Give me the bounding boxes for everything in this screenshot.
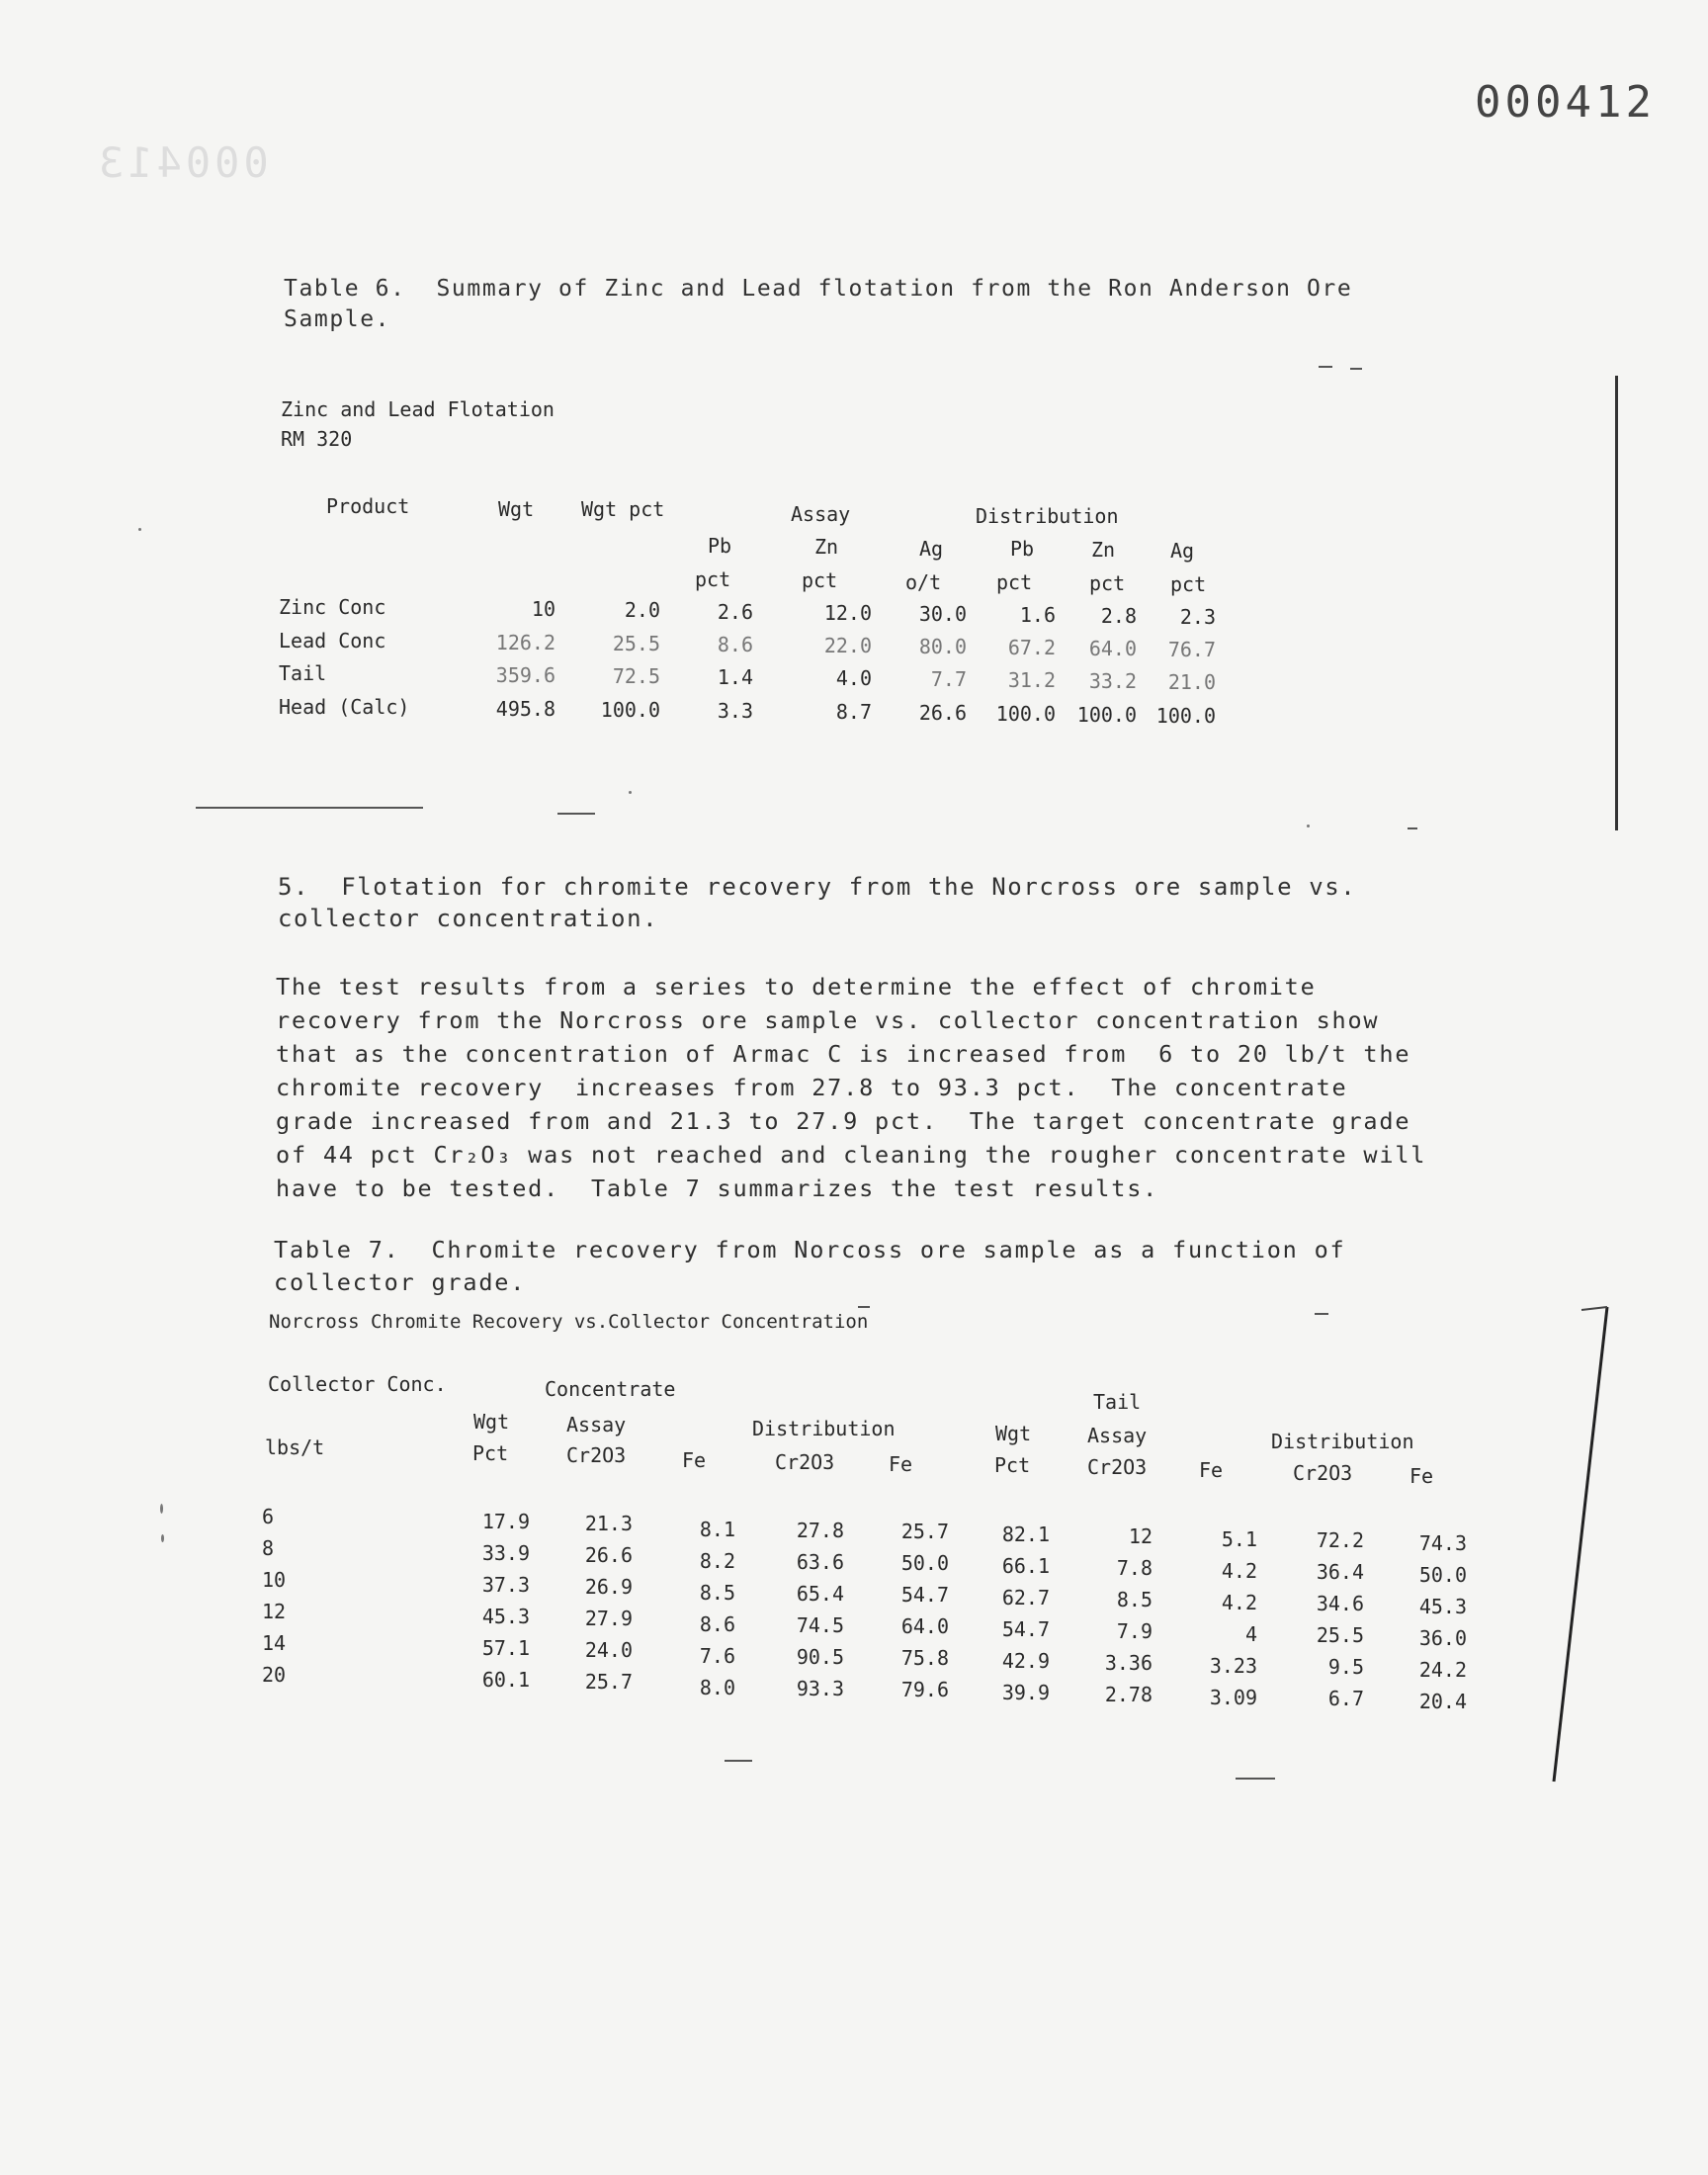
paragraph-line: that as the concentration of Armac C is increased from 6 to 20 lb/t the bbox=[276, 1040, 1411, 1068]
t7-header-tail-dist-fe: Fe bbox=[1409, 1464, 1434, 1488]
t7-header-tail-dist-cr2o3: Cr2O3 bbox=[1293, 1461, 1353, 1485]
table7-caption-line1: Table 7. Chromite recovery from Norcoss ore sample as a function of bbox=[274, 1236, 1346, 1263]
t6-cell-dist-zn: 2.8 bbox=[1100, 604, 1137, 628]
t7-header-tail-assay: Assay bbox=[1087, 1424, 1148, 1447]
t6-cell-wgt-pct: 2.0 bbox=[624, 598, 660, 622]
t7-header-tail-cr2o3: Cr2O3 bbox=[1087, 1455, 1148, 1479]
t6-cell-pb: 3.3 bbox=[717, 699, 753, 723]
t7-header-conc-wgt: Wgt bbox=[473, 1410, 510, 1434]
mark bbox=[1236, 1778, 1275, 1780]
t6-cell-wgt-pct: 72.5 bbox=[612, 664, 660, 688]
table7-subtitle: Norcross Chromite Recovery vs.Collector Concentration bbox=[269, 1311, 869, 1333]
t7-cell-c-cr: 25.7 bbox=[584, 1670, 633, 1694]
t7-cell-conc: 20 bbox=[262, 1663, 287, 1687]
mark bbox=[1350, 368, 1362, 370]
t7-cell-t-cr: 3.36 bbox=[1104, 1651, 1153, 1675]
t7-header-tail-fe: Fe bbox=[1199, 1458, 1224, 1482]
speck bbox=[629, 791, 632, 794]
t7-cell-conc: 6 bbox=[262, 1505, 275, 1528]
t7-cell-c-cr: 26.9 bbox=[584, 1575, 633, 1599]
t7-cell-td-cr: 36.4 bbox=[1316, 1560, 1364, 1584]
t6-header-pct: pct bbox=[695, 567, 731, 591]
t6-cell-dist-ag: 2.3 bbox=[1179, 605, 1216, 629]
t7-cell-td-fe: 74.3 bbox=[1418, 1531, 1467, 1555]
t6-header-pct: pct bbox=[802, 568, 838, 592]
t7-cell-c-wgt: 33.9 bbox=[481, 1541, 530, 1565]
t7-header-conc-dist-cr2o3: Cr2O3 bbox=[775, 1450, 835, 1474]
t6-header-dist-ag: Ag bbox=[1170, 539, 1195, 563]
t7-cell-conc: 8 bbox=[262, 1536, 275, 1560]
t6-cell-dist-zn: 64.0 bbox=[1088, 637, 1137, 660]
t7-cell-td-fe: 24.2 bbox=[1418, 1658, 1467, 1682]
t6-cell-ag: 26.6 bbox=[918, 701, 967, 725]
paragraph-line: recovery from the Norcross ore sample vs. collector concentration show bbox=[276, 1006, 1380, 1034]
separator-line bbox=[196, 807, 423, 809]
t7-cell-conc: 14 bbox=[262, 1631, 287, 1655]
t7-cell-td-fe: 50.0 bbox=[1418, 1563, 1467, 1587]
t7-header-concentrate: Concentrate bbox=[545, 1377, 676, 1401]
mark bbox=[1319, 366, 1332, 368]
t6-cell-wgt-pct: 25.5 bbox=[612, 632, 660, 655]
t7-cell-cd-fe: 64.0 bbox=[900, 1614, 949, 1638]
t6-cell-dist-pb: 31.2 bbox=[1007, 668, 1056, 692]
t6-cell-wgt-pct: 100.0 bbox=[600, 698, 660, 722]
paragraph-line: grade increased from and 21.3 to 27.9 pct. The target concentrate grade bbox=[276, 1107, 1411, 1135]
t6-header-assay: Assay bbox=[791, 502, 851, 526]
speck bbox=[161, 1534, 164, 1542]
t6-cell-zn: 4.0 bbox=[835, 666, 872, 690]
speck bbox=[1307, 825, 1310, 827]
t6-cell-dist-zn: 100.0 bbox=[1076, 703, 1137, 727]
margin-bar bbox=[1615, 376, 1618, 830]
t7-cell-cd-cr: 93.3 bbox=[796, 1677, 844, 1700]
table7-caption-line2: collector grade. bbox=[274, 1268, 527, 1296]
section5-heading-line1: 5. Flotation for chromite recovery from the Norcross ore sample vs. bbox=[278, 873, 1357, 901]
t7-cell-cd-fe: 25.7 bbox=[900, 1520, 949, 1543]
t7-cell-c-cr: 27.9 bbox=[584, 1607, 633, 1630]
t7-cell-t-cr: 12 bbox=[1128, 1524, 1153, 1548]
t6-cell-dist-pb: 67.2 bbox=[1007, 636, 1056, 659]
t7-cell-t-fe: 3.23 bbox=[1209, 1654, 1257, 1678]
t7-cell-cd-cr: 90.5 bbox=[796, 1645, 844, 1669]
t6-header-wgt: Wgt bbox=[498, 497, 535, 521]
t6-header-pct: pct bbox=[996, 570, 1033, 594]
t7-cell-c-fe: 8.0 bbox=[699, 1676, 735, 1699]
t6-cell-wgt: 126.2 bbox=[495, 631, 555, 654]
t6-cell-pb: 8.6 bbox=[717, 633, 753, 656]
t6-cell-product: Zinc Conc bbox=[279, 595, 386, 619]
t7-cell-c-fe: 7.6 bbox=[699, 1644, 735, 1668]
t6-header-product: Product bbox=[326, 494, 410, 518]
t7-cell-cd-cr: 27.8 bbox=[796, 1519, 844, 1542]
t7-cell-td-cr: 25.5 bbox=[1316, 1623, 1364, 1647]
t7-header-conc-distribution: Distribution bbox=[752, 1417, 896, 1440]
t7-cell-c-wgt: 17.9 bbox=[481, 1510, 530, 1533]
speck bbox=[138, 528, 141, 531]
t7-cell-td-fe: 36.0 bbox=[1418, 1626, 1467, 1650]
paragraph-line: The test results from a series to determine the effect of chromite bbox=[276, 973, 1317, 1000]
t6-header-ot: o/t bbox=[905, 570, 942, 594]
t7-header-conc-pct: Pct bbox=[472, 1441, 509, 1465]
t6-cell-dist-ag: 21.0 bbox=[1167, 670, 1216, 694]
t7-cell-t-wgt: 66.1 bbox=[1001, 1554, 1050, 1578]
t7-cell-t-fe: 4.2 bbox=[1221, 1559, 1257, 1583]
t7-cell-t-wgt: 62.7 bbox=[1001, 1586, 1050, 1610]
t6-cell-dist-pb: 1.6 bbox=[1019, 603, 1056, 627]
t7-cell-c-fe: 8.1 bbox=[699, 1518, 735, 1541]
t7-header-tail: Tail bbox=[1093, 1390, 1142, 1414]
t6-header-dist-zn: Zn bbox=[1091, 538, 1116, 562]
t7-cell-c-wgt: 37.3 bbox=[481, 1573, 530, 1597]
section5-heading-line2: collector concentration. bbox=[278, 905, 659, 932]
margin-slash bbox=[1542, 1295, 1621, 1789]
t6-header-assay-ag: Ag bbox=[919, 537, 944, 561]
table6-subtitle-rm: RM 320 bbox=[281, 427, 353, 451]
t7-cell-t-fe: 5.1 bbox=[1221, 1527, 1257, 1551]
t7-header-tail-pct: Pct bbox=[994, 1453, 1031, 1477]
t7-cell-c-cr: 24.0 bbox=[584, 1638, 633, 1662]
t7-cell-cd-cr: 65.4 bbox=[796, 1582, 844, 1606]
table6-subtitle: Zinc and Lead Flotation bbox=[281, 397, 555, 421]
t7-cell-c-wgt: 60.1 bbox=[481, 1668, 530, 1692]
t6-cell-wgt: 359.6 bbox=[495, 663, 555, 687]
t7-cell-cd-fe: 50.0 bbox=[900, 1551, 949, 1575]
mark bbox=[858, 1306, 870, 1308]
t7-cell-c-wgt: 57.1 bbox=[481, 1636, 530, 1660]
t6-cell-dist-ag: 76.7 bbox=[1167, 638, 1216, 661]
mark bbox=[1408, 827, 1417, 829]
t7-cell-td-cr: 34.6 bbox=[1316, 1592, 1364, 1615]
t7-cell-t-cr: 2.78 bbox=[1104, 1683, 1153, 1706]
t7-cell-c-fe: 8.2 bbox=[699, 1549, 735, 1573]
t6-cell-zn: 22.0 bbox=[823, 634, 872, 657]
t6-header-pct: pct bbox=[1170, 572, 1207, 596]
t7-header-tail-distribution: Distribution bbox=[1271, 1430, 1414, 1453]
t6-cell-ag: 30.0 bbox=[918, 602, 967, 626]
t7-cell-conc: 12 bbox=[262, 1600, 287, 1623]
t6-cell-ag: 80.0 bbox=[918, 635, 967, 658]
t7-header-conc-assay: Assay bbox=[566, 1413, 627, 1436]
t7-cell-t-wgt: 42.9 bbox=[1001, 1649, 1050, 1673]
paragraph-line: chromite recovery increases from 27.8 to 93.3 pct. The concentrate bbox=[276, 1074, 1348, 1101]
t6-cell-ag: 7.7 bbox=[930, 667, 967, 691]
t7-cell-cd-cr: 63.6 bbox=[796, 1550, 844, 1574]
t6-header-pct: pct bbox=[1089, 571, 1126, 595]
t6-header-dist-pb: Pb bbox=[1010, 537, 1035, 561]
table6-caption-line2: Sample. bbox=[284, 306, 391, 332]
speck bbox=[160, 1504, 163, 1514]
t6-cell-wgt: 10 bbox=[531, 597, 555, 621]
t6-cell-zn: 12.0 bbox=[823, 601, 872, 625]
t7-cell-t-cr: 7.9 bbox=[1116, 1619, 1153, 1643]
t7-cell-td-cr: 72.2 bbox=[1316, 1528, 1364, 1552]
t7-cell-cd-fe: 75.8 bbox=[900, 1646, 949, 1670]
t6-cell-dist-zn: 33.2 bbox=[1088, 669, 1137, 693]
t7-cell-c-wgt: 45.3 bbox=[481, 1605, 530, 1628]
t7-cell-cd-fe: 79.6 bbox=[900, 1678, 949, 1701]
t7-cell-t-fe: 4.2 bbox=[1221, 1591, 1257, 1614]
t6-cell-product: Lead Conc bbox=[279, 629, 386, 652]
t6-cell-pb: 1.4 bbox=[717, 665, 753, 689]
t7-cell-cd-fe: 54.7 bbox=[900, 1583, 949, 1607]
t7-header-lbs-t: lbs/t bbox=[265, 1436, 325, 1459]
t7-header-conc-cr2o3: Cr2O3 bbox=[566, 1443, 627, 1467]
t6-cell-dist-ag: 100.0 bbox=[1155, 704, 1216, 728]
paragraph-line: have to be tested. Table 7 summarizes the test results. bbox=[276, 1174, 1159, 1202]
mark bbox=[725, 1760, 752, 1762]
t7-cell-t-wgt: 39.9 bbox=[1001, 1681, 1050, 1704]
t7-cell-c-cr: 21.3 bbox=[584, 1512, 633, 1535]
t7-cell-t-cr: 7.8 bbox=[1116, 1556, 1153, 1580]
t7-cell-conc: 10 bbox=[262, 1568, 287, 1592]
t6-cell-product: Tail bbox=[279, 661, 327, 685]
t7-cell-td-fe: 45.3 bbox=[1418, 1595, 1467, 1618]
t7-header-conc-fe: Fe bbox=[682, 1448, 707, 1472]
mark bbox=[1315, 1313, 1328, 1315]
t7-cell-t-wgt: 54.7 bbox=[1001, 1617, 1050, 1641]
t7-cell-t-wgt: 82.1 bbox=[1001, 1522, 1050, 1546]
t7-cell-c-fe: 8.6 bbox=[699, 1612, 735, 1636]
t7-cell-td-fe: 20.4 bbox=[1418, 1690, 1467, 1713]
t7-header-tail-wgt: Wgt bbox=[995, 1422, 1032, 1445]
table6-caption-line1: Table 6. Summary of Zinc and Lead flotation from the Ron Anderson Ore bbox=[284, 276, 1353, 302]
t7-cell-cd-cr: 74.5 bbox=[796, 1613, 844, 1637]
paragraph-line: of 44 pct Cr₂O₃ was not reached and cleaning the rougher concentrate will bbox=[276, 1141, 1427, 1169]
document-number: 000412 bbox=[1475, 77, 1656, 128]
t6-cell-pb: 2.6 bbox=[717, 600, 753, 624]
t7-cell-t-cr: 8.5 bbox=[1116, 1588, 1153, 1611]
bleed-through-number: 000413 bbox=[95, 138, 269, 187]
t6-header-assay-zn: Zn bbox=[814, 535, 839, 559]
t7-header-collector-conc: Collector Conc. bbox=[268, 1372, 447, 1396]
t6-cell-product: Head (Calc) bbox=[279, 695, 410, 719]
t7-cell-td-cr: 9.5 bbox=[1327, 1655, 1364, 1679]
t7-cell-td-cr: 6.7 bbox=[1327, 1687, 1364, 1710]
t6-cell-zn: 8.7 bbox=[835, 700, 872, 724]
t7-cell-c-cr: 26.6 bbox=[584, 1543, 633, 1567]
t6-cell-dist-pb: 100.0 bbox=[995, 702, 1056, 726]
t7-header-conc-dist-fe: Fe bbox=[889, 1452, 913, 1476]
t7-cell-t-fe: 4 bbox=[1244, 1622, 1257, 1646]
t6-header-wgt-pct: Wgt pct bbox=[581, 497, 665, 521]
t6-cell-wgt: 495.8 bbox=[495, 697, 555, 721]
separator-line bbox=[557, 813, 595, 815]
t6-header-distribution: Distribution bbox=[976, 504, 1119, 528]
t7-cell-t-fe: 3.09 bbox=[1209, 1686, 1257, 1709]
t7-cell-c-fe: 8.5 bbox=[699, 1581, 735, 1605]
t6-header-assay-pb: Pb bbox=[708, 534, 732, 558]
